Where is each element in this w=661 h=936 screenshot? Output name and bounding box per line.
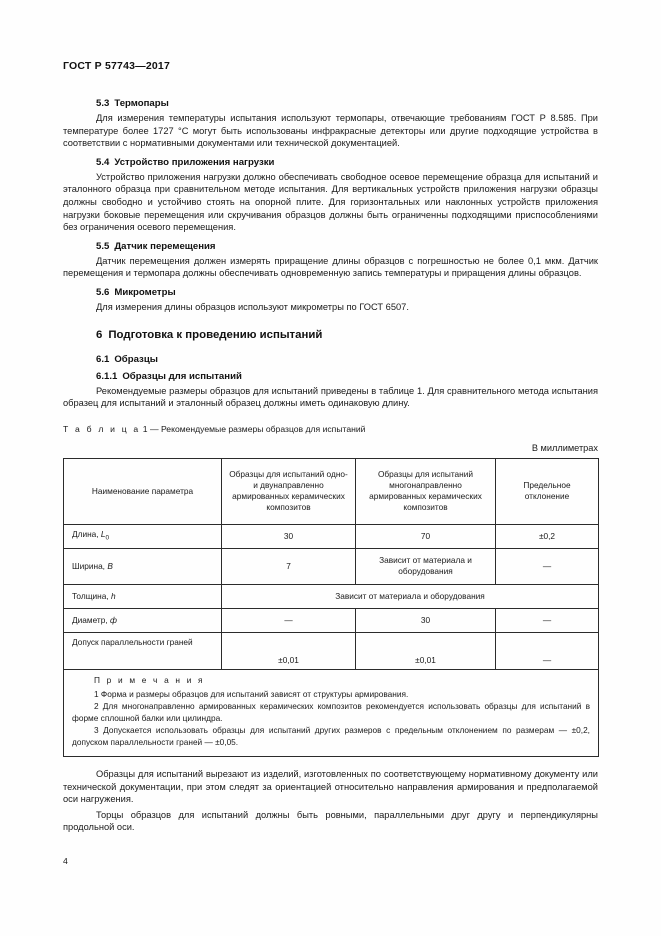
table-caption-label: Т а б л и ц а: [63, 423, 141, 434]
section-title-5-4: Устройство приложения нагрузки: [114, 156, 275, 168]
parameter-label: Диаметр,: [72, 614, 108, 625]
table-caption: [63, 424, 598, 434]
table-cell-parameter-length: [64, 524, 222, 548]
parameter-symbol: h: [110, 590, 116, 601]
table-cell-parameter-thickness: [64, 584, 222, 608]
table-header-uni-bi-directional: Образцы для испытаний одно- и двунаправленно армированных керамических композитов: [222, 458, 356, 524]
table-note-1: 1 Форма и размеры образцов для испытаний зависят от структуры армирования.: [94, 688, 409, 699]
document-header: ГОСТ Р 57743—2017: [63, 60, 171, 72]
clause-number-6: 6: [96, 328, 103, 341]
section-paragraph-5-6: Для измерения длины образцов используют микрометры по ГОСТ 6507.: [96, 301, 409, 312]
section-paragraph-5-4: Устройство приложения нагрузки должно обеспечивать свободное осевое перемещение образца для испытаний и эталонного образца при сравнительном методе испытания. Для вертикальных устройств приложения нагрузки образцы должны свободно и устойчиво стоять на опорной плите. Для горизонтальных или наклонных устройств приложения нагрузки боковые перемещения или скручивания образцов должны быть ограниченны подходящими приспособлениями без ограничения осевого перемещения.: [63, 171, 598, 233]
table-cell-diameter-col4: —: [496, 608, 599, 632]
table-cell-length-col3: 70: [356, 524, 496, 548]
section-title-5-5: Датчик перемещения: [114, 240, 216, 252]
section-title-5-3: Термопары: [114, 98, 169, 109]
section-heading-6-1-1: [63, 371, 598, 382]
table-cell-parallelism-col2: ±0,01: [222, 632, 356, 669]
table-cell-parallelism-col4: —: [496, 632, 599, 669]
section-heading-5-4: [63, 157, 598, 168]
table-cell-diameter-col2: —: [222, 608, 356, 632]
table-note-2: 2 Для многонаправленно армированных керамических композитов рекомендуется использовать образцы для испытаний в форме сплошной балки или цилиндра.: [72, 701, 590, 723]
table-caption-number: 1: [142, 423, 148, 434]
table-cell-parameter-width: [64, 548, 222, 584]
section-number-5-6: 5.6: [96, 286, 110, 298]
section-heading-6-1: [63, 354, 598, 365]
section-number-5-4: 5.4: [96, 156, 110, 168]
table-cell-parallelism-col3: ±0,01: [356, 632, 496, 669]
table-row: [64, 608, 599, 632]
table-header-parameter: Наименование параметра: [64, 458, 222, 524]
table-notes-row: [64, 669, 599, 756]
page-number: 4: [63, 856, 68, 866]
page-content: [63, 60, 598, 837]
specimen-dimensions-table: [63, 458, 599, 757]
table-cell-thickness-merged: Зависит от материала и оборудования: [222, 584, 599, 608]
table-header-multidirectional: Образцы для испытаний многонаправленно армированных керамических композитов: [356, 458, 496, 524]
table-cell-width-col2: 7: [222, 548, 356, 584]
table-cell-parameter-diameter: [64, 608, 222, 632]
table-cell-width-col3: Зависит от материала и оборудования: [356, 548, 496, 584]
table-cell-length-col2: 30: [222, 524, 356, 548]
parameter-label: Толщина,: [72, 590, 109, 601]
section-title-5-6: Микрометры: [114, 286, 176, 298]
table-cell-parameter-parallelism: Допуск параллельности граней: [64, 632, 222, 669]
table-row: [64, 584, 599, 608]
section-number-6-1: 6.1: [96, 353, 110, 365]
section-paragraph-5-3: Для измерения температуры испытания используют термопары, отвечающие требованиям ГОСТ Р 8.585. При температуре более 1727 °C могут быть использованы инфракрасные детекторы или другие подходящие устройства в соответствии с нормативными документами или технической документацией.: [63, 113, 598, 149]
table-row: [64, 632, 599, 669]
table-caption-text: Рекомендуемые размеры образцов для испытаний: [160, 423, 366, 434]
table-caption-dash: —: [149, 423, 159, 434]
table-row: [64, 524, 599, 548]
closing-paragraph-1: Образцы для испытаний вырезают из изделий, изготовленных по соответствующему нормативному документу или технической документации, при этом следят за ориентацией относительно направления армирования и предполагаемой оси нагружения.: [63, 768, 598, 805]
clause-title-6: Подготовка к проведению испытаний: [108, 328, 323, 341]
section-paragraph-5-5: Датчик перемещения должен измерять приращение длины образцов с погрешностью не более 0,1 мкм. Датчик перемещения и термопара должны обеспечивать одновременную запись температуры и приращения длины образцов.: [63, 255, 598, 279]
closing-paragraph-2: Торцы образцов для испытаний должны быть ровными, параллельными друг другу и перпендикулярны продольной оси.: [63, 809, 598, 833]
parameter-symbol: L: [100, 528, 106, 539]
parameter-symbol: B: [107, 560, 113, 571]
section-heading-5-3: [63, 98, 598, 109]
section-heading-5-5: [63, 241, 598, 252]
table-notes-cell: [64, 669, 599, 756]
section-title-6-1-1: Образцы для испытаний: [122, 370, 242, 382]
section-number-5-3: 5.3: [96, 98, 110, 109]
parameter-label: Длина,: [72, 528, 99, 539]
table-row: [64, 548, 599, 584]
table-units-note: В миллиметрах: [531, 442, 598, 453]
parameter-label: Ширина,: [72, 560, 105, 571]
table-cell-width-col4: —: [496, 548, 599, 584]
section-number-5-5: 5.5: [96, 240, 110, 252]
section-heading-5-6: [63, 287, 598, 298]
section-number-6-1-1: 6.1.1: [96, 370, 118, 382]
section-paragraph-6-1-1: Рекомендуемые размеры образцов для испытаний приведены в таблице 1. Для сравнительного метода испытания образец для испытаний и эталонный образец должны иметь одинаковую длину.: [63, 385, 598, 409]
section-title-6-1: Образцы: [114, 353, 158, 365]
table-note-3: 3 Допускается использовать образцы для испытаний других размеров с предельным отклонением по размерам — ±0,2, допуском параллельности граней — ±0,05.: [72, 725, 590, 747]
table-header-row: [64, 458, 599, 524]
parameter-subscript: 0: [105, 534, 110, 542]
table-notes-title: П р и м е ч а н и я: [94, 674, 205, 685]
table-cell-length-col4: ±0,2: [496, 524, 599, 548]
table-header-tolerance: Предельное отклонение: [496, 458, 599, 524]
clause-heading-6: [63, 329, 598, 341]
table-cell-diameter-col3: 30: [356, 608, 496, 632]
parameter-symbol: ф: [109, 614, 117, 625]
